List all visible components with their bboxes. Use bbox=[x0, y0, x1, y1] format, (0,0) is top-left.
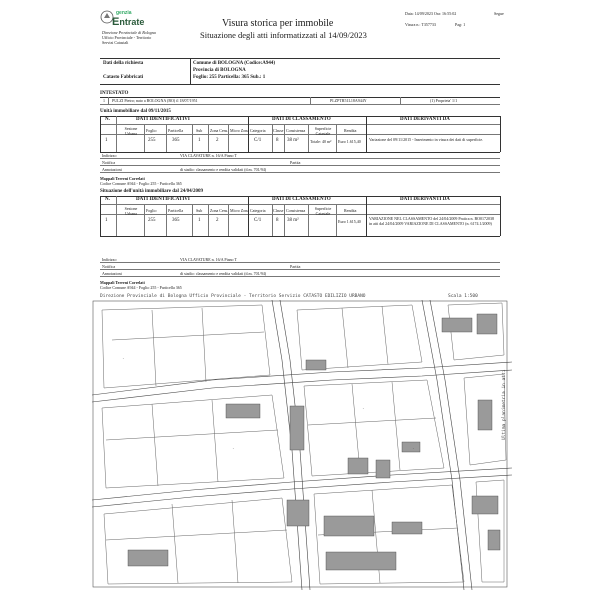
page-number: Pag: 1 bbox=[455, 22, 466, 27]
col-sezione: Sezione Urbana bbox=[124, 126, 138, 136]
row-sub: 1 bbox=[198, 138, 201, 143]
intestato-right: (1) Proprieta' 1/1 bbox=[430, 98, 458, 103]
map-side-caption: Ultima planimetria in atti bbox=[502, 369, 507, 440]
document-subtitle: Situazione degli atti informatizzati al 14/09/2023 bbox=[200, 30, 367, 40]
row2-deriv: VARIAZIONE NEL CLASSAMENTO del 24/04/2009 Pratica n. BO0172038 in atti dal 24/04/2009 VARIAZIONE DI CLASSAMENTO (n. 6174.1/2009) bbox=[369, 216, 495, 226]
row-categoria: C/1 bbox=[254, 138, 262, 143]
section1-title: Unità immobiliare dal 09/11/2015 bbox=[100, 109, 171, 114]
provincia-value: Provincia di BOLOGNA bbox=[193, 68, 246, 73]
intestato-num: 1 bbox=[103, 98, 105, 103]
request-label: Dati della richiesta bbox=[103, 61, 144, 66]
section2-mappali-label: Mappali Terreni Correlati bbox=[100, 280, 145, 285]
intestato-cf: PLZPTR51L18A944Y bbox=[330, 98, 367, 103]
segue-label: Segue bbox=[494, 11, 504, 16]
catasto-label: Catasto Fabbricati bbox=[103, 75, 144, 80]
row-zona: 2 bbox=[216, 138, 219, 143]
hdr-deriv: DATI DERIVANTI DA bbox=[400, 117, 450, 122]
col-consistenza: Consistenza bbox=[286, 128, 306, 133]
section2-annotazioni-label: Annotazioni bbox=[102, 271, 122, 276]
col-particella: Particella bbox=[168, 128, 184, 133]
svg-text:·: · bbox=[412, 446, 415, 451]
row2-n: 1 bbox=[105, 218, 108, 223]
row2-zona: 2 bbox=[216, 218, 219, 223]
col-zona: Zona Cens. bbox=[210, 128, 229, 133]
section2-table bbox=[100, 196, 500, 240]
document-title: Visura storica per immobile bbox=[222, 18, 334, 29]
section1-notifica-label: Notifica bbox=[102, 160, 116, 165]
col2-foglio: Foglio bbox=[146, 208, 157, 213]
logo-word-2-text: ntrate bbox=[119, 17, 145, 27]
foglio-value: Foglio: 255 Particella: 365 Sub.: 1 bbox=[193, 75, 266, 80]
row2-sub: 1 bbox=[198, 218, 201, 223]
col2-rendita: Rendita bbox=[344, 208, 357, 213]
row2-classe: 8 bbox=[276, 218, 279, 223]
row2-rendita: Euro 1.615,40 bbox=[338, 219, 361, 224]
section1-indirizzo-label: Indirizzo bbox=[102, 153, 117, 158]
intestato-name: PULZI Pietro; nato a BOLOGNA (BO) il 18/07/1951 bbox=[112, 98, 198, 103]
col-rendita: Rendita bbox=[344, 128, 357, 133]
section2-annotazioni: di stadio: classamento e rendita validati (d.m. 701/94) bbox=[180, 271, 267, 276]
hdr2-ident: DATI IDENTIFICATIVI bbox=[136, 197, 190, 202]
col-categoria: Categoria bbox=[250, 128, 266, 133]
col2-sezione: Sezione Urbana bbox=[124, 206, 138, 216]
section1-mappali-label: Mappali Terreni Correlati bbox=[100, 176, 145, 181]
map-top-caption: Direzione Provinciale di Bologna Ufficio Provinciale - Territorio Servizio CATASTO EDILIZIO URBANO bbox=[100, 294, 366, 299]
row-deriv: Variazione del 09/11/2015 - Inserimento in visura dei dati di superficie. bbox=[369, 137, 484, 142]
hdr-n: N. bbox=[105, 117, 110, 122]
office-line-1: Direzione Provinciale di Bologna bbox=[102, 30, 156, 35]
col2-particella: Particella bbox=[168, 208, 184, 213]
row-classe: 8 bbox=[276, 138, 279, 143]
row-rendita: Euro 1.615,40 bbox=[338, 139, 361, 144]
hdr2-n: N. bbox=[105, 197, 110, 202]
section2-notifica: Partita bbox=[290, 264, 301, 269]
col2-categoria: Categoria bbox=[250, 208, 266, 213]
agency-logo bbox=[100, 8, 180, 48]
logo-word-1: genzia bbox=[116, 10, 132, 16]
date-time: Data: 14/09/2023 Ora: 16:55:02 bbox=[405, 11, 457, 16]
section2-title: Situazione dell'unità immobiliare dal 24/04/2009 bbox=[100, 189, 203, 194]
col2-consistenza: Consistenza bbox=[286, 208, 306, 213]
col2-zona: Zona Cens. bbox=[210, 208, 229, 213]
cadastral-map bbox=[92, 300, 512, 598]
svg-text:·: · bbox=[122, 356, 125, 361]
hdr2-class: DATI DI CLASSAMENTO bbox=[272, 197, 331, 202]
section1-annotazioni: di stadio: classamento e rendita validati (d.m. 701/94) bbox=[180, 167, 267, 172]
row2-categoria: C/1 bbox=[254, 218, 262, 223]
section1-annotazioni-label: Annotazioni bbox=[102, 167, 122, 172]
hdr2-deriv: DATI DERIVANTI DA bbox=[400, 197, 450, 202]
row-foglio: 255 bbox=[148, 138, 156, 143]
section2-indirizzo: VIA CLAVATURE n. 16/A Piano T bbox=[180, 257, 237, 262]
visura-number: Visura n.: T357733 bbox=[405, 22, 436, 27]
intestato-label: INTESTATO bbox=[100, 91, 129, 96]
row-particella: 365 bbox=[172, 138, 180, 143]
row-superficie: Totale: 40 m² bbox=[310, 139, 332, 144]
row-n: 1 bbox=[105, 138, 108, 143]
svg-text:·: · bbox=[362, 406, 365, 411]
col2-sub: Sub bbox=[196, 208, 203, 213]
office-line-2: Ufficio Provinciale - Territorio bbox=[102, 35, 152, 40]
hdr-ident: DATI IDENTIFICATIVI bbox=[136, 117, 190, 122]
col-superficie: Superficie Catastale bbox=[314, 126, 332, 136]
section1-indirizzo: VIA CLAVATURE n. 16/A Piano T bbox=[180, 153, 237, 158]
section1-notifica: Partita bbox=[290, 160, 301, 165]
col2-micro: Micro Zona bbox=[230, 208, 249, 213]
section2-mappali: Codice Comune A944 - Foglio 255 - Particella 365 bbox=[100, 285, 182, 290]
col-classe: Classe bbox=[273, 128, 284, 133]
section1-mappali: Codice Comune A944 - Foglio 255 - Particella 365 bbox=[100, 181, 182, 186]
col-sub: Sub bbox=[196, 128, 203, 133]
row2-consistenza: 38 m² bbox=[287, 218, 299, 223]
comune-value: Comune di BOLOGNA (Codice:A944) bbox=[193, 61, 276, 66]
hdr-class: DATI DI CLASSAMENTO bbox=[272, 117, 331, 122]
office-line-3: Servizi Catastali bbox=[102, 40, 129, 45]
row-consistenza: 38 m² bbox=[287, 138, 299, 143]
col-micro: Micro Zona bbox=[230, 128, 249, 133]
section1-table bbox=[100, 116, 500, 160]
col2-superficie: Superficie Catastale bbox=[314, 206, 332, 216]
section2-notifica-label: Notifica bbox=[102, 264, 116, 269]
svg-text:·: · bbox=[232, 446, 235, 451]
section2-indirizzo-label: Indirizzo bbox=[102, 257, 117, 262]
map-scale: Scala 1:500 bbox=[448, 294, 478, 299]
row2-foglio: 255 bbox=[148, 218, 156, 223]
col2-classe: Classe bbox=[273, 208, 284, 213]
col-foglio: Foglio bbox=[146, 128, 157, 133]
logo-word-2: Entrate bbox=[112, 16, 145, 28]
row2-particella: 365 bbox=[172, 218, 180, 223]
